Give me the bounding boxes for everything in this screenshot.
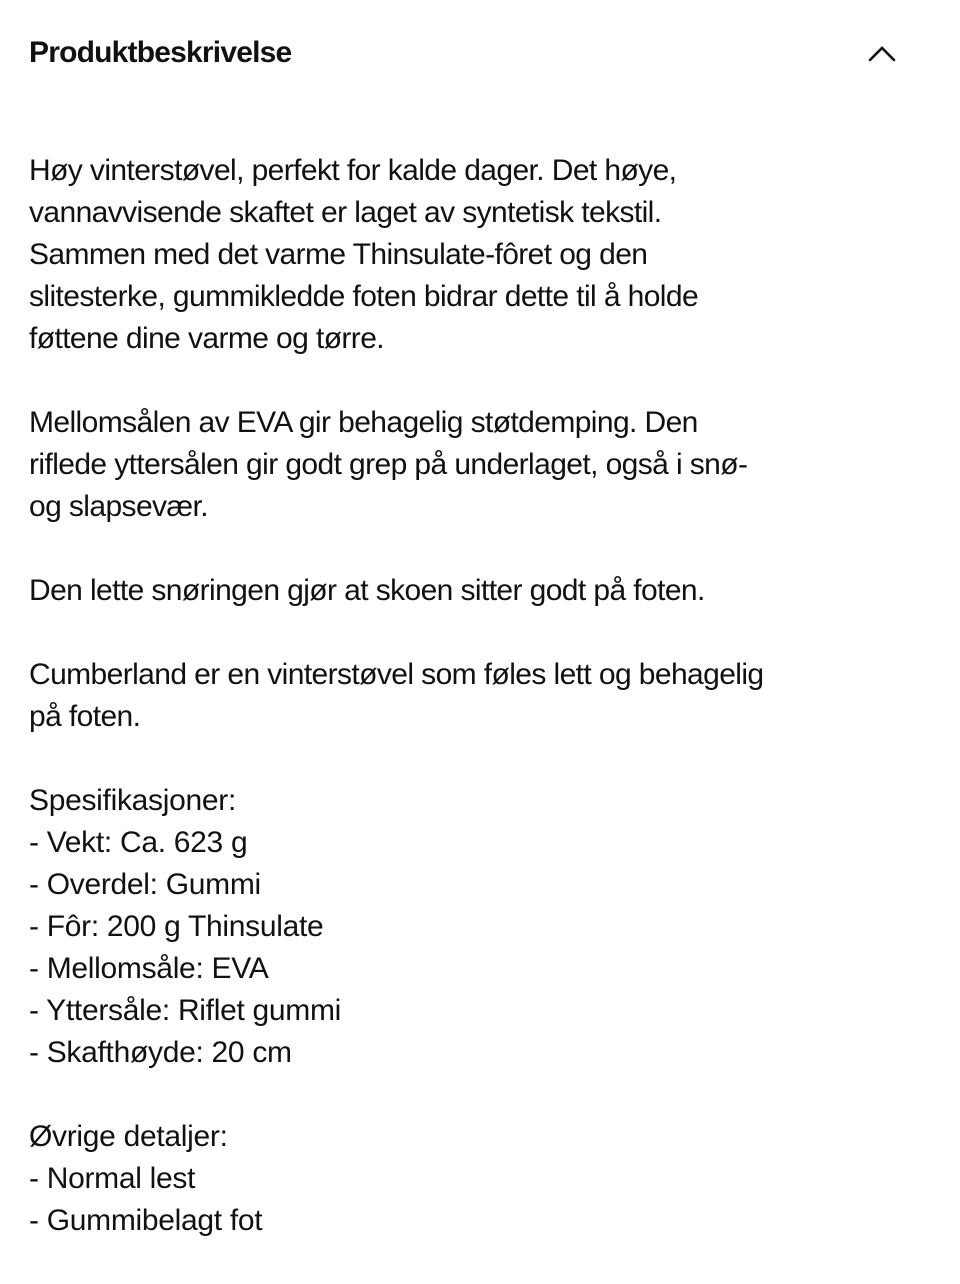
accordion-header[interactable] xyxy=(0,0,960,110)
spec-item-lining: - Fôr: 200 g Thinsulate xyxy=(29,910,324,943)
description-paragraph xyxy=(29,150,929,360)
text-line: Mellomsålen av EVA gir behagelig støtdemping. Den xyxy=(29,406,698,439)
text-line: på foten. xyxy=(29,700,141,733)
spec-item-midsole: - Mellomsåle: EVA xyxy=(29,952,269,985)
spec-item-outsole: - Yttersåle: Riflet gummi xyxy=(29,994,342,1027)
description-paragraph xyxy=(29,402,929,528)
description-body xyxy=(29,150,929,1284)
specifications-list xyxy=(29,780,929,1074)
other-details-list xyxy=(29,1116,929,1242)
description-paragraph xyxy=(29,570,929,612)
detail-item: - Gummibelagt fot xyxy=(29,1204,263,1237)
text-line: føttene dine varme og tørre. xyxy=(29,322,385,355)
text-line: Den lette snøringen gjør at skoen sitter godt på foten. xyxy=(29,574,705,607)
text-line: Cumberland er en vinterstøvel som føles lett og behagelig xyxy=(29,658,764,691)
text-line: Sammen med det varme Thinsulate-fôret og den xyxy=(29,238,648,271)
text-line: og slapsevær. xyxy=(29,490,208,523)
other-details-heading: Øvrige detaljer: xyxy=(29,1120,228,1153)
spec-item-shaft-height: - Skafthøyde: 20 cm xyxy=(29,1036,292,1069)
collapse-toggle-button[interactable] xyxy=(862,36,902,72)
text-line: slitesterke, gummikledde foten bidrar dette til å holde xyxy=(29,280,699,313)
specifications-heading: Spesifikasjoner: xyxy=(29,784,236,817)
chevron-up-icon xyxy=(867,45,897,63)
text-line: vannavvisende skaftet er laget av syntetisk tekstil. xyxy=(29,196,662,229)
text-line: riflede yttersålen gir godt grep på underlaget, også i snø- xyxy=(29,448,748,481)
spec-item-upper: - Overdel: Gummi xyxy=(29,868,261,901)
description-paragraph xyxy=(29,654,929,738)
detail-item: - Normal lest xyxy=(29,1162,196,1195)
section-title: Produktbeskrivelse xyxy=(29,36,292,69)
text-line: Høy vinterstøvel, perfekt for kalde dager. Det høye, xyxy=(29,154,677,187)
spec-item-weight: - Vekt: Ca. 623 g xyxy=(29,826,248,859)
